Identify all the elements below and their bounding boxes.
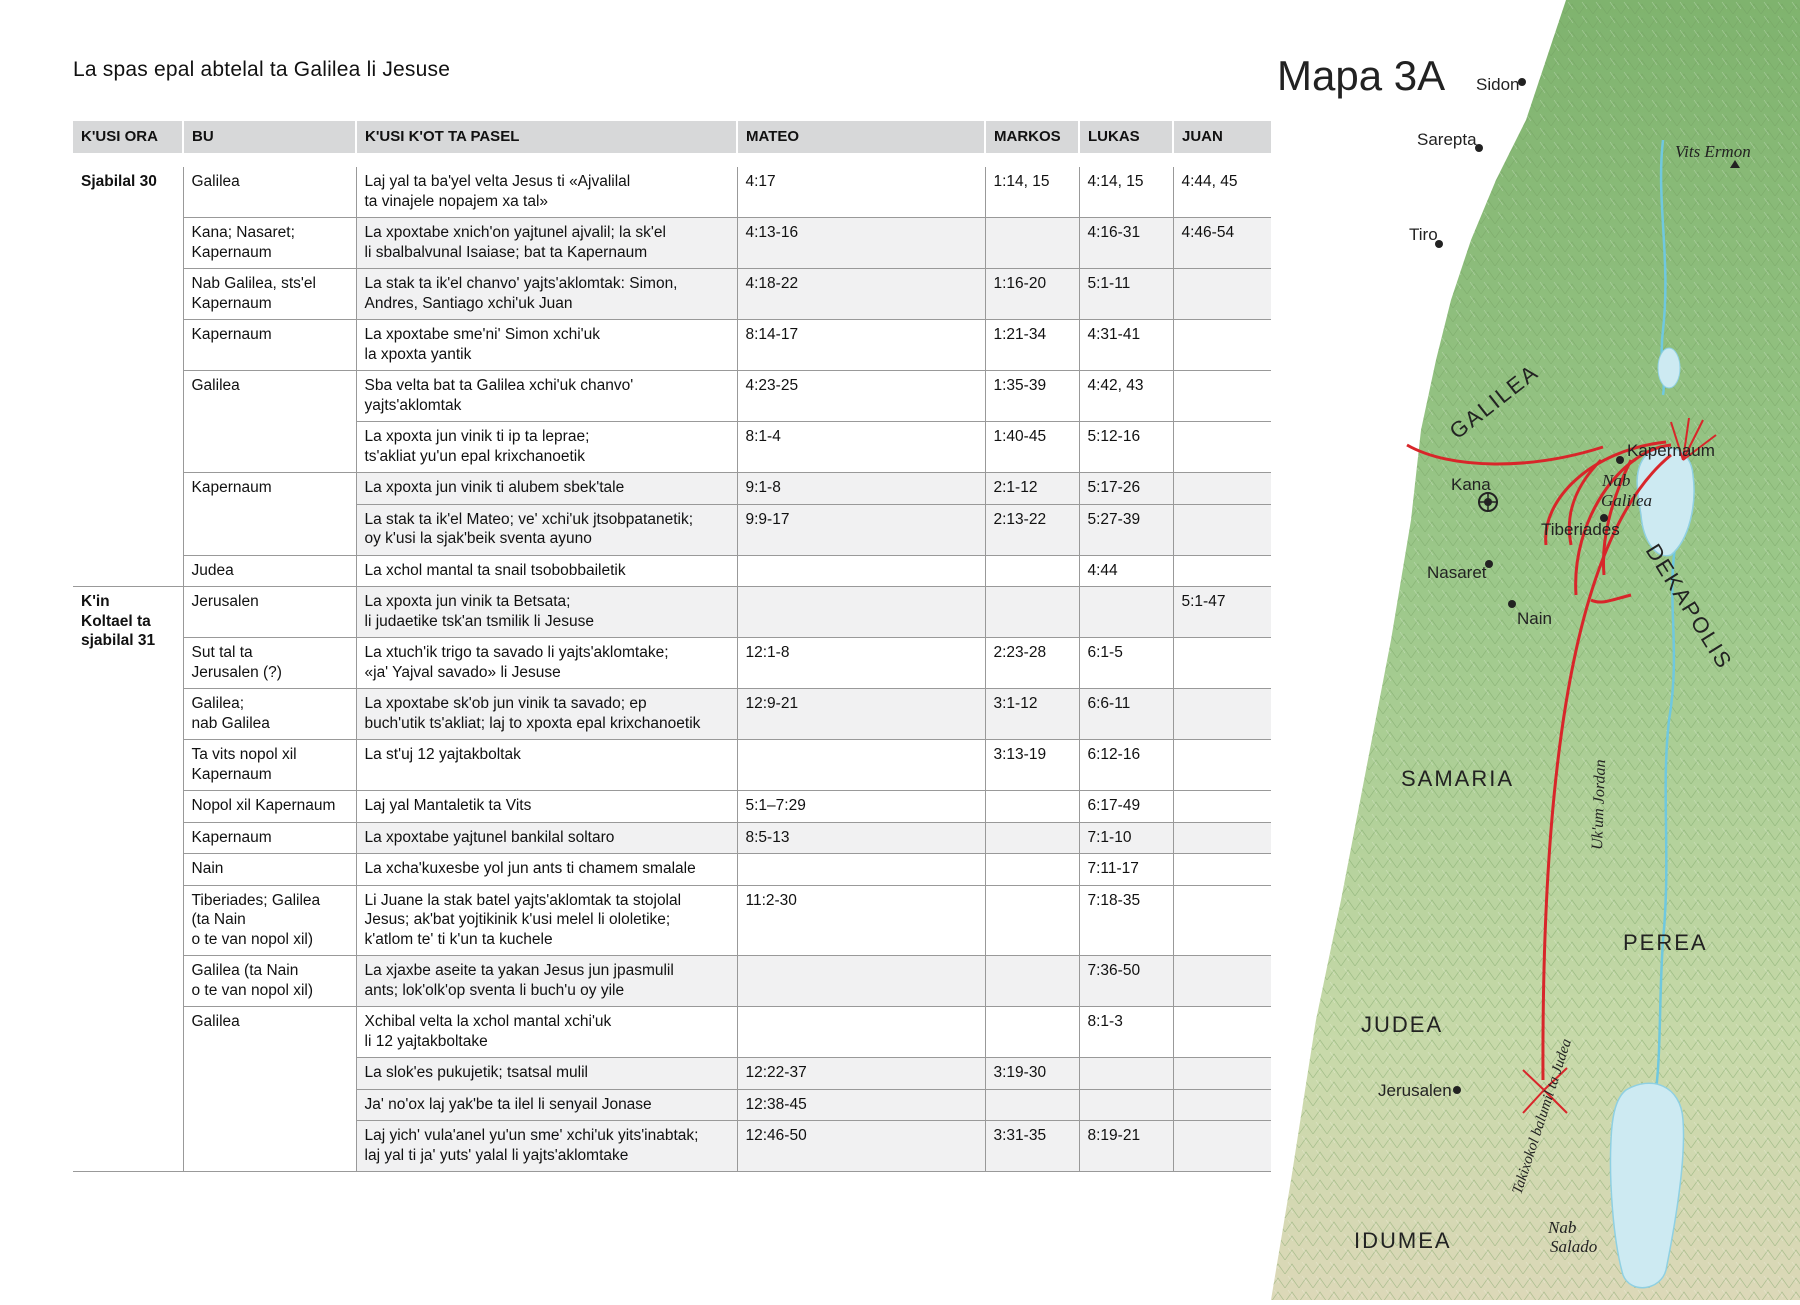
juan-cell: [1173, 740, 1271, 791]
markos-cell: [985, 218, 1079, 269]
markos-cell: [985, 587, 1079, 638]
lukas-cell: 4:14, 15: [1079, 167, 1173, 218]
markos-cell: 3:13-19: [985, 740, 1079, 791]
lukas-cell: [1079, 1058, 1173, 1090]
map-title: Mapa 3A: [1277, 52, 1446, 99]
event-cell: Laj yal ta ba'yel velta Jesus ti «Ajvalilal ta vinajele nopajem xa tal»: [356, 167, 737, 218]
table-header-row: [73, 121, 1271, 153]
event-cell: La xchol mantal ta snail tsobobbailetik: [356, 555, 737, 587]
table-row: [73, 1007, 1271, 1058]
juan-cell: 4:44, 45: [1173, 167, 1271, 218]
event-cell: Li Juane la stak batel yajts'aklomtak ta stojolal Jesus; ak'bat yojtikinik k'usi melel li ololetike; k'atlom te' ti k'un ta kuchele: [356, 885, 737, 956]
markos-cell: [985, 885, 1079, 956]
place-cell: Judea: [183, 555, 356, 587]
juan-cell: [1173, 689, 1271, 740]
juan-cell: [1173, 1121, 1271, 1172]
juan-cell: [1173, 1089, 1271, 1121]
event-cell: La xpoxtabe sme'ni' Simon xchi'uk la xpoxta yantik: [356, 320, 737, 371]
table-row: [73, 473, 1271, 505]
table-row: [73, 740, 1271, 791]
label-jordan: Uk'um Jordan: [1589, 759, 1610, 851]
header-mateo: MATEO: [737, 121, 985, 153]
label-tiro: Tiro: [1409, 225, 1438, 244]
lukas-cell: 6:12-16: [1079, 740, 1173, 791]
juan-cell: [1173, 885, 1271, 956]
mateo-cell: 8:14-17: [737, 320, 985, 371]
juan-cell: [1173, 1058, 1271, 1090]
place-cell: Galilea: [183, 167, 356, 218]
event-cell: Xchibal velta la xchol mantal xchi'uk li 12 yajtakboltake: [356, 1007, 737, 1058]
lukas-cell: 6:1-5: [1079, 638, 1173, 689]
label-dekapolis: DEKAPOLIS: [1640, 539, 1738, 674]
page-title: La spas epal abtelal ta Galilea li Jesuse: [73, 58, 451, 81]
mateo-cell: 12:46-50: [737, 1121, 985, 1172]
juan-cell: [1173, 1007, 1271, 1058]
lukas-cell: [1079, 587, 1173, 638]
nain-dot: [1508, 600, 1516, 608]
place-cell: Galilea: [183, 1007, 356, 1172]
lukas-cell: 7:1-10: [1079, 822, 1173, 854]
header-place: BU: [183, 121, 356, 153]
juan-cell: [1173, 269, 1271, 320]
place-cell: Sut tal ta Jerusalen (?): [183, 638, 356, 689]
markos-cell: 3:19-30: [985, 1058, 1079, 1090]
place-cell: Kapernaum: [183, 473, 356, 556]
lukas-cell: 8:19-21: [1079, 1121, 1173, 1172]
place-cell: Galilea; nab Galilea: [183, 689, 356, 740]
mateo-cell: 12:1-8: [737, 638, 985, 689]
table-row: [73, 555, 1271, 587]
markos-cell: 3:31-35: [985, 1121, 1079, 1172]
mateo-cell: 12:38-45: [737, 1089, 985, 1121]
juan-cell: [1173, 555, 1271, 587]
juan-cell: 5:1-47: [1173, 587, 1271, 638]
label-perea: PEREA: [1623, 930, 1708, 955]
juan-cell: [1173, 638, 1271, 689]
table-row: [73, 371, 1271, 422]
juan-cell: [1173, 422, 1271, 473]
mateo-cell: [737, 956, 985, 1007]
table-row: [73, 822, 1271, 854]
map-panel: [1271, 0, 1800, 1300]
place-cell: Ta vits nopol xil Kapernaum: [183, 740, 356, 791]
event-cell: La stak ta ik'el Mateo; ve' xchi'uk jtsobpatanetik; oy k'usi la sjak'beik sventa ayuno: [356, 504, 737, 555]
label-jerusalen: Jerusalen: [1378, 1081, 1452, 1100]
jerusalen-dot: [1453, 1086, 1461, 1094]
table-row: [73, 689, 1271, 740]
header-time: K'USI ORA: [73, 121, 183, 153]
label-sea-galilea-1: Nab: [1602, 471, 1631, 490]
table-row: [73, 167, 1271, 218]
place-cell: Nopol xil Kapernaum: [183, 791, 356, 823]
label-judea: JUDEA: [1361, 1012, 1444, 1037]
lukas-cell: 5:27-39: [1079, 504, 1173, 555]
markos-cell: [985, 1007, 1079, 1058]
label-vits-ermon: Vits Ermon: [1675, 142, 1751, 161]
mateo-cell: 8:1-4: [737, 422, 985, 473]
lukas-cell: 7:11-17: [1079, 854, 1173, 886]
juan-cell: [1173, 473, 1271, 505]
mateo-cell: 8:5-13: [737, 822, 985, 854]
lukas-cell: 5:1-11: [1079, 269, 1173, 320]
mateo-cell: 9:9-17: [737, 504, 985, 555]
table-row: [73, 854, 1271, 886]
table-row: [73, 956, 1271, 1007]
event-cell: La xcha'kuxesbe yol jun ants ti chamem smalale: [356, 854, 737, 886]
label-sidon: Sidon: [1476, 75, 1520, 94]
lukas-cell: 8:1-3: [1079, 1007, 1173, 1058]
place-cell: Galilea (ta Nain o te van nopol xil): [183, 956, 356, 1007]
event-cell: Ja' no'ox laj yak'be ta ilel li senyail Jonase: [356, 1089, 737, 1121]
mateo-cell: [737, 555, 985, 587]
lukas-cell: 6:6-11: [1079, 689, 1173, 740]
gospel-events-table: [73, 121, 1271, 1172]
event-cell: La stak ta ik'el chanvo' yajts'aklomtak: Simon, Andres, Santiago xchi'uk Juan: [356, 269, 737, 320]
markos-cell: [985, 822, 1079, 854]
event-cell: La xjaxbe aseite ta yakan Jesus jun jpasmulil ants; lok'olk'op sventa li buch'u oy yile: [356, 956, 737, 1007]
map-svg: [1271, 0, 1800, 1300]
event-cell: Laj yal Mantaletik ta Vits: [356, 791, 737, 823]
table-row: [73, 791, 1271, 823]
kana-marker: [1478, 492, 1498, 512]
table-row: [73, 269, 1271, 320]
place-cell: Nab Galilea, sts'el Kapernaum: [183, 269, 356, 320]
event-cell: Sba velta bat ta Galilea xchi'uk chanvo' yajts'aklomtak: [356, 371, 737, 422]
markos-cell: 2:1-12: [985, 473, 1079, 505]
juan-cell: [1173, 371, 1271, 422]
place-cell: Galilea: [183, 371, 356, 473]
label-nasaret: Nasaret: [1427, 563, 1487, 582]
header-lukas: LUKAS: [1079, 121, 1173, 153]
label-kapernaum: Kapernaum: [1627, 441, 1715, 460]
mateo-cell: 4:18-22: [737, 269, 985, 320]
label-kana: Kana: [1451, 475, 1491, 494]
event-cell: Laj yich' vula'anel yu'un sme' xchi'uk yits'inabtak; laj yal ti ja' yuts' yalal li yajts'aklomtake: [356, 1121, 737, 1172]
event-cell: La xpoxtabe yajtunel bankilal soltaro: [356, 822, 737, 854]
markos-cell: 1:14, 15: [985, 167, 1079, 218]
juan-cell: [1173, 822, 1271, 854]
place-cell: Tiberiades; Galilea (ta Nain o te van nopol xil): [183, 885, 356, 956]
place-cell: Kapernaum: [183, 822, 356, 854]
markos-cell: 2:13-22: [985, 504, 1079, 555]
event-cell: La slok'es pukujetik; tsatsal mulil: [356, 1058, 737, 1090]
lukas-cell: 4:31-41: [1079, 320, 1173, 371]
label-galilea: GALILEA: [1444, 359, 1544, 444]
mateo-cell: 12:9-21: [737, 689, 985, 740]
label-sea-galilea-2: Galilea: [1601, 491, 1652, 510]
table-row: [73, 320, 1271, 371]
event-cell: La xtuch'ik trigo ta savado li yajts'aklomtake; «ja' Yajval savado» li Jesuse: [356, 638, 737, 689]
juan-cell: [1173, 320, 1271, 371]
mateo-cell: 9:1-8: [737, 473, 985, 505]
event-cell: La xpoxtabe sk'ob jun vinik ta savado; ep buch'utik ts'akliat; laj to xpoxta epal krixchanoetik: [356, 689, 737, 740]
lukas-cell: 7:36-50: [1079, 956, 1173, 1007]
mateo-cell: 4:13-16: [737, 218, 985, 269]
mateo-cell: [737, 587, 985, 638]
markos-cell: 1:40-45: [985, 422, 1079, 473]
event-cell: La xpoxta jun vinik ta Betsata; li judaetike tsk'an tsmilik li Jesuse: [356, 587, 737, 638]
juan-cell: [1173, 854, 1271, 886]
event-cell: La xpoxtabe xnich'on yajtunel ajvalil; la sk'el li sbalbalvunal Isaiase; bat ta Kapernaum: [356, 218, 737, 269]
label-tiberiades: Tiberiades: [1541, 520, 1620, 539]
lukas-cell: 4:16-31: [1079, 218, 1173, 269]
table-row: [73, 885, 1271, 956]
table-row: [73, 218, 1271, 269]
mateo-cell: [737, 740, 985, 791]
lukas-cell: 5:17-26: [1079, 473, 1173, 505]
lukas-cell: 6:17-49: [1079, 791, 1173, 823]
lukas-cell: [1079, 1089, 1173, 1121]
table-row: [73, 587, 1271, 638]
event-cell: La st'uj 12 yajtakboltak: [356, 740, 737, 791]
markos-cell: 1:16-20: [985, 269, 1079, 320]
label-samaria: SAMARIA: [1401, 766, 1515, 791]
markos-cell: [985, 791, 1079, 823]
mateo-cell: [737, 854, 985, 886]
kapernaum-dot: [1616, 456, 1624, 464]
mateo-cell: 11:2-30: [737, 885, 985, 956]
event-cell: La xpoxta jun vinik ti ip ta leprae; ts'akliat yu'un epal krixchanoetik: [356, 422, 737, 473]
header-juan: JUAN: [1173, 121, 1271, 153]
markos-cell: [985, 555, 1079, 587]
label-sarepta: Sarepta: [1417, 130, 1477, 149]
mateo-cell: 12:22-37: [737, 1058, 985, 1090]
markos-cell: 1:35-39: [985, 371, 1079, 422]
markos-cell: 2:23-28: [985, 638, 1079, 689]
place-cell: Nain: [183, 854, 356, 886]
juan-cell: [1173, 504, 1271, 555]
label-dead-sea-2: Salado: [1550, 1237, 1598, 1256]
era-cell: Sjabilal 30: [73, 167, 183, 587]
era-cell: K'in Koltael ta sjabilal 31: [73, 587, 183, 1172]
table-row: [73, 638, 1271, 689]
juan-cell: [1173, 791, 1271, 823]
lukas-cell: 4:42, 43: [1079, 371, 1173, 422]
markos-cell: [985, 854, 1079, 886]
lukas-cell: 4:44: [1079, 555, 1173, 587]
place-cell: Jerusalen: [183, 587, 356, 638]
header-markos: MARKOS: [985, 121, 1079, 153]
label-judea-wilderness: Takixokol balumil ta Judea: [1509, 1036, 1575, 1197]
markos-cell: 3:1-12: [985, 689, 1079, 740]
label-nain: Nain: [1517, 609, 1552, 628]
markos-cell: [985, 1089, 1079, 1121]
markos-cell: 1:21-34: [985, 320, 1079, 371]
header-event: K'USI K'OT TA PASEL: [356, 121, 737, 153]
label-idumea: IDUMEA: [1354, 1228, 1452, 1253]
place-cell: Kapernaum: [183, 320, 356, 371]
hula-lake: [1658, 348, 1680, 388]
lukas-cell: 7:18-35: [1079, 885, 1173, 956]
juan-cell: [1173, 956, 1271, 1007]
label-dead-sea-1: Nab: [1548, 1218, 1577, 1237]
event-cell: La xpoxta jun vinik ti alubem sbek'tale: [356, 473, 737, 505]
lukas-cell: 5:12-16: [1079, 422, 1173, 473]
mateo-cell: 4:17: [737, 167, 985, 218]
mateo-cell: 5:1–7:29: [737, 791, 985, 823]
mateo-cell: [737, 1007, 985, 1058]
place-cell: Kana; Nasaret; Kapernaum: [183, 218, 356, 269]
markos-cell: [985, 956, 1079, 1007]
mateo-cell: 4:23-25: [737, 371, 985, 422]
juan-cell: 4:46-54: [1173, 218, 1271, 269]
